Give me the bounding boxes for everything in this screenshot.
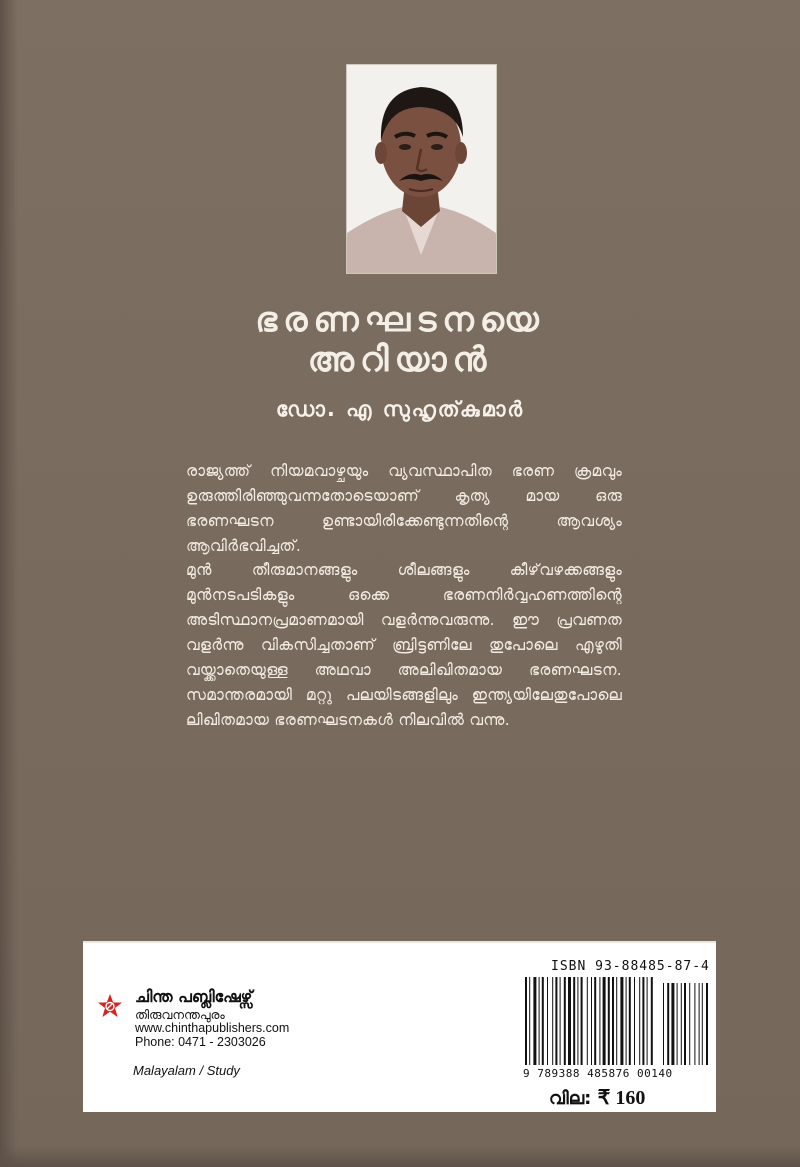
blurb-paragraph-2: മുൻ തീരുമാനങ്ങളും ശീലങ്ങളും കീഴ്‌വഴക്കങ്ങളും മുൻനടപടികളും ഒക്കെ ഭരണനിർവ്വഹണത്തിന്റെ അടിസ്ഥാനപ്രമാണമായി വളർന്നുവരുന്നു. ഈ പ്രവണത വളർന്നു വികസിച്ചതാണ് ബ്രിട്ടണിലേ തുപോലെ എഴുതി വയ്ക്കാതെയുള്ള അഥവാ അലിഖിതമായ ഭരണഘടന. സമാന്തരമായി മറ്റു പലയിടങ്ങളിലും ഇന്ത്യയിലേതുപോലെ ലിഖിതമായ ഭരണഘടനകൾ നിലവിൽ വന്നു. [186, 561, 622, 729]
book-title-line-2: അറിയാൻ [307, 340, 493, 380]
book-title-line-1: ഭരണഘടനയെ [255, 300, 545, 340]
price-tag [549, 1085, 645, 1110]
barcode-digits: 9 789388 485876 00140 [523, 1067, 673, 1080]
blurb-paragraph-1: രാജ്യത്ത് നിയമവാഴ്ചയും വ്യവസ്ഥാപിത ഭരണ ക്രമവും ഉരുത്തിരിഞ്ഞുവന്നതോടെയാണ് കൃത്യ മായ ഒരു ഭരണഘടന ഉണ്ടായിരിക്കേണ്ടുന്നതിന്റെ ആവശ്യം ആവിർഭവിച്ചത്. [186, 462, 622, 555]
red-star-icon [97, 993, 123, 1019]
author-name: ഡോ. എ സുഹൃത്കുമാർ [275, 397, 525, 421]
publisher-name: ചിന്ത പബ്ലിഷേഴ്സ് [135, 987, 253, 1006]
cover-shadow-bottom [0, 1145, 800, 1167]
barcode [523, 977, 708, 1065]
cover-shadow-left [0, 0, 18, 1167]
author-portrait-illustration [347, 65, 496, 273]
publisher-website: www.chinthapublishers.com [135, 1021, 290, 1035]
publisher-phone: Phone: 0471 - 2303026 [135, 1035, 266, 1049]
price-amount: ₹ 160 [597, 1087, 646, 1109]
book-category: Malayalam / Study [133, 1063, 240, 1078]
author-photo [346, 64, 497, 274]
price-label: വില: [549, 1088, 592, 1109]
publisher-info-panel [83, 941, 716, 1112]
publisher-city: തിരുവനന്തപുരം [135, 1007, 225, 1022]
isbn-number: ISBN 93-88485-87-4 [551, 959, 710, 974]
